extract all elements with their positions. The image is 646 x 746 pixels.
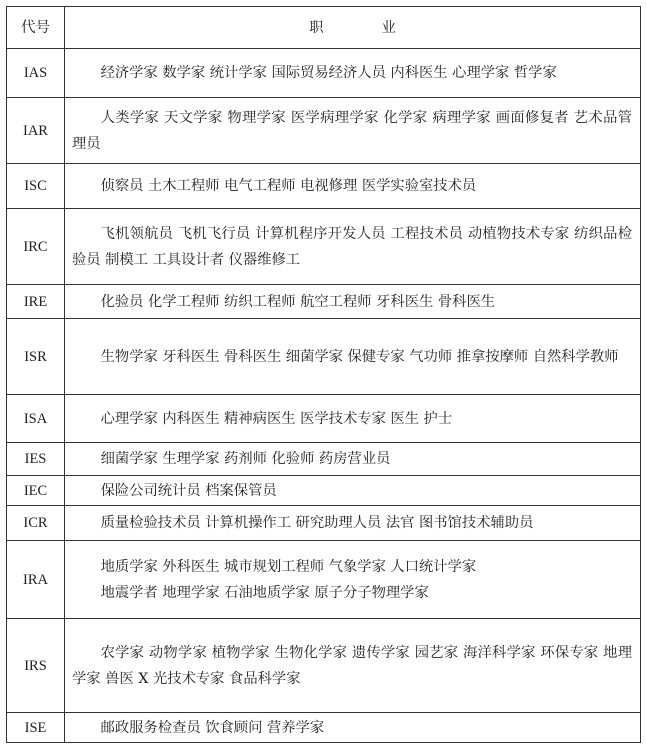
- table-row: [7, 443, 641, 476]
- row-occupations: [65, 209, 641, 285]
- occupation-line: 地震学者 地理学家 石油地质学家 原子分子物理学家: [100, 584, 429, 601]
- occupation-line: 经济学家 数学家 统计学家 国际贸易经济人员 内科医生 心理学家 哲学家: [100, 65, 557, 81]
- table-row: [7, 285, 641, 319]
- row-code: ISC: [7, 164, 65, 209]
- row-occupations: [65, 395, 641, 443]
- occupation-line: 侦察员 土木工程师 电气工程师 电视修理 医学实验室技术员: [100, 178, 477, 194]
- occupation-line: 细菌学家 生理学家 药剂师 化验师 药房营业员: [100, 451, 391, 467]
- row-code: IAS: [7, 49, 65, 98]
- table-row: [7, 164, 641, 209]
- row-occupations: [65, 285, 641, 319]
- row-code: IRC: [7, 209, 65, 285]
- row-code: ISA: [7, 395, 65, 443]
- row-occupations: [65, 319, 641, 395]
- occupation-line: 邮政服务检查员 饮食顾问 营养学家: [100, 719, 325, 736]
- table-row: [7, 506, 641, 541]
- table-row: [7, 49, 641, 98]
- occupation-table: [6, 6, 641, 743]
- row-occupations: [65, 476, 641, 506]
- row-code: IES: [7, 443, 65, 476]
- table-row: [7, 209, 641, 285]
- occupation-line: 化验员 化学工程师 纺织工程师 航空工程师 牙科医生 骨科医生: [100, 293, 496, 310]
- table-row: [7, 713, 641, 743]
- row-code: ICR: [7, 506, 65, 541]
- row-occupations: [65, 506, 641, 541]
- header-occupation: [65, 7, 641, 49]
- row-code: IEC: [7, 476, 65, 506]
- header-occupation-char2: 业: [381, 19, 396, 36]
- table-row: [7, 395, 641, 443]
- row-code: ISE: [7, 713, 65, 743]
- table-row: [7, 541, 641, 619]
- row-occupations: [65, 713, 641, 743]
- row-code: IRE: [7, 285, 65, 319]
- occupation-line: 农学家 动物学家 植物学家 生物化学家 遗传学家 园艺家 海洋科学家 环保专家 地理学家 兽医 X 光技术专家 食品科学家: [72, 644, 632, 687]
- occupation-line: 飞机领航员 飞机飞行员 计算机程序开发人员 工程技术员 动植物技术专家 纺织品检验员 制模工 工具设计者 仪器维修工: [72, 225, 632, 268]
- header-occupation-char1: 职: [309, 19, 324, 36]
- row-code: IRA: [7, 541, 65, 619]
- occupation-line: 生物学家 牙科医生 骨科医生 细菌学家 保健专家 气功师 推拿按摩师 自然科学教师: [100, 348, 619, 365]
- occupation-line: 地质学家 外科医生 城市规划工程师 气象学家 人口统计学家: [100, 558, 477, 575]
- table-row: [7, 619, 641, 713]
- occupation-line: 质量检验技术员 计算机操作工 研究助理人员 法官 图书馆技术辅助员: [100, 515, 534, 531]
- row-occupations: [65, 619, 641, 713]
- row-occupations: [65, 98, 641, 164]
- row-occupations: [65, 541, 641, 619]
- row-occupations: [65, 164, 641, 209]
- table-row: [7, 98, 641, 164]
- table-row: [7, 319, 641, 395]
- row-occupations: [65, 443, 641, 476]
- header-code: 代号: [7, 7, 65, 49]
- row-code: IRS: [7, 619, 65, 713]
- occupation-line: 保险公司统计员 档案保管员: [100, 482, 277, 499]
- table-row: [7, 476, 641, 506]
- occupation-line: 心理学家 内科医生 精神病医生 医学技术专家 医生 护士: [100, 410, 453, 427]
- occupation-line: 人类学家 天文学家 物理学家 医学病理学家 化学家 病理学家 画面修复者 艺术品管理员: [72, 109, 632, 152]
- row-code: ISR: [7, 319, 65, 395]
- header-row: [7, 7, 641, 49]
- row-occupations: [65, 49, 641, 98]
- row-code: IAR: [7, 98, 65, 164]
